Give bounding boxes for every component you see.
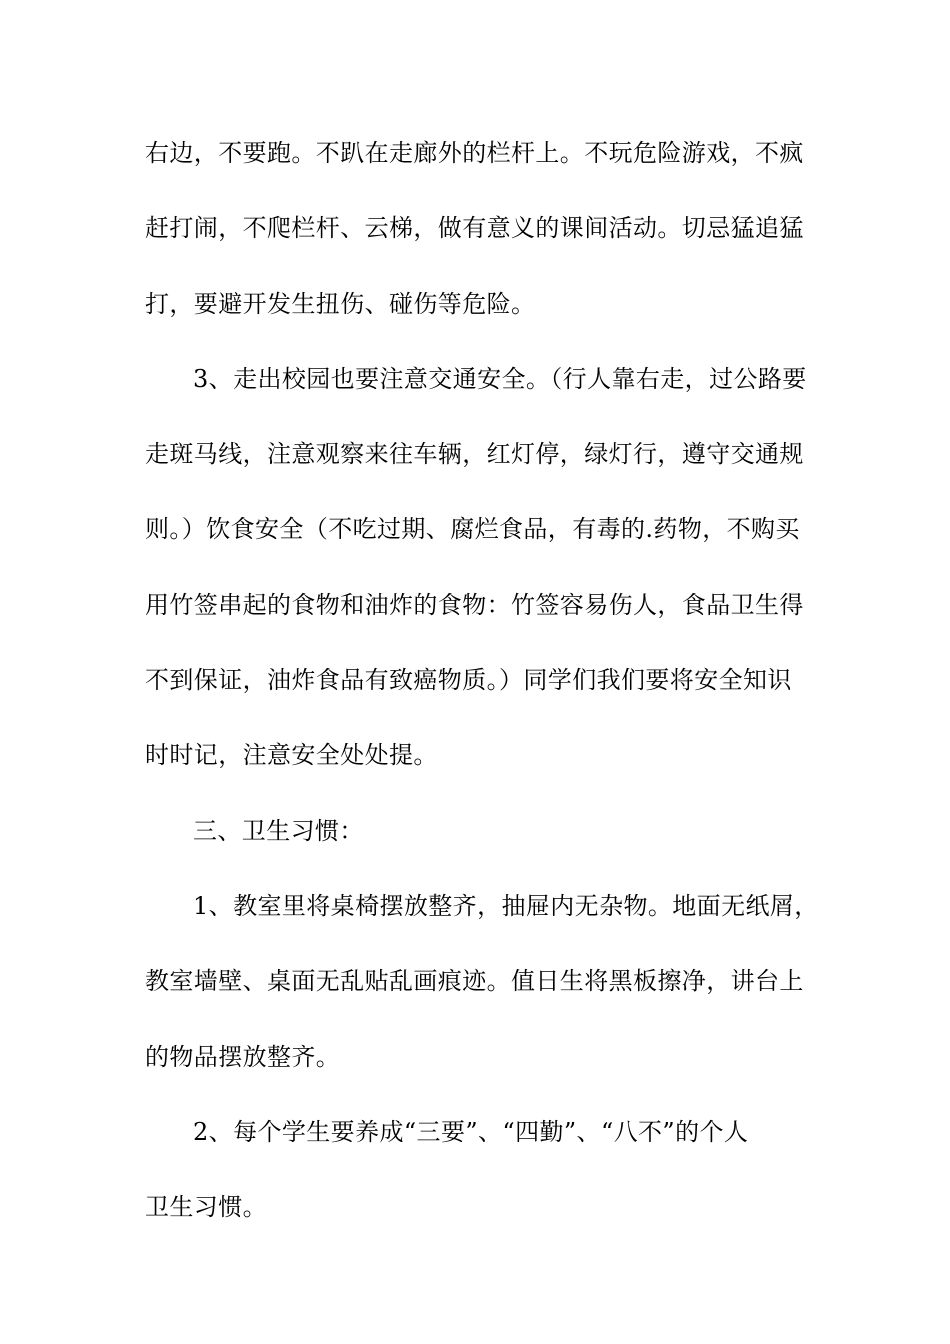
text-line: 则。）饮食安全（不吃过期、腐烂食品，有毒的.药物，不购买 [145,515,800,544]
paragraph-start-line: 2、每个学生要养成“三要”、“四勤”、“八不”的个人 [193,1117,749,1146]
section-heading: 三、卫生习惯： [193,816,364,845]
text-line: 不到保证，油炸食品有致癌物质。）同学们我们要将安全知识 [145,666,792,695]
text-line: 教室墙壁、桌面无乱贴乱画痕迹。值日生将黑板擦净，讲台上 [145,967,804,996]
text-line: 打，要避开发生扭伤、碰伤等危险。 [145,289,536,318]
text-line: 赶打闹，不爬栏杆、云梯，做有意义的课间活动。切忌猛追猛 [145,214,804,243]
text-line: 时时记，注意安全处处提。 [145,741,438,770]
text-line: 用竹签串起的食物和油炸的食物：竹签容易伤人，食品卫生得 [145,590,804,619]
body-text [145,131,819,1260]
text-line: 右边，不要跑。不趴在走廊外的栏杆上。不玩危险游戏，不疯 [145,139,804,167]
text-line: 的物品摆放整齐。 [145,1042,341,1071]
text-line: 卫生习惯。 [145,1193,267,1222]
paragraph-start-line: 1、教室里将桌椅摆放整齐，抽屉内无杂物。地面无纸屑， [193,891,819,920]
paragraph-start-line: 3、走出校园也要注意交通安全。（行人靠右走，过公路要 [193,364,807,393]
text-line: 走斑马线，注意观察来往车辆，红灯停，绿灯行，遵守交通规 [145,440,804,469]
